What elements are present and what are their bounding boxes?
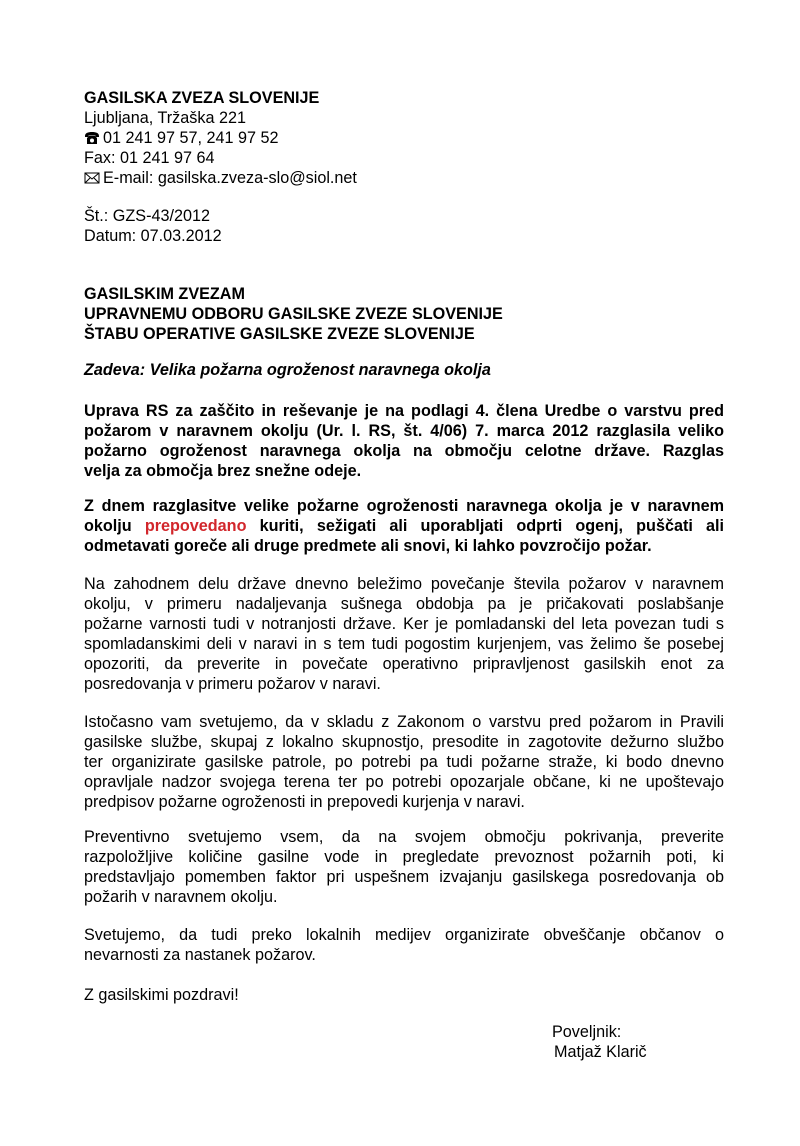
recipient-line: UPRAVNEMU ODBORU GASILSKE ZVEZE SLOVENIJE	[84, 305, 503, 323]
sender-block	[84, 88, 724, 188]
recipients-block	[84, 284, 724, 344]
paragraph-line: predstavljajo pomemben faktor pri uspešnem izvajanju gasilskega posredovanja ob	[84, 868, 724, 886]
sender-phone-line	[84, 128, 724, 148]
recipient-line: GASILSKIM ZVEZAM	[84, 285, 245, 303]
sender-address: Ljubljana, Tržaška 221	[84, 109, 246, 127]
paragraph-line: gasilske službe, skupaj z lokalno skupnostjo, presodite in zagotovite dežurno službo	[84, 733, 724, 751]
paragraph-line: Istočasno vam svetujemo, da v skladu z Zakonom o varstvu pred požarom in Pravili	[84, 713, 724, 731]
paragraph-line: požarno ogroženost naravnega okolja na območju celotne države. Razglas	[84, 442, 724, 460]
signature-title: Poveljnik:	[552, 1023, 622, 1041]
recipient-line: ŠTABU OPERATIVE GASILSKE ZVEZE SLOVENIJE	[84, 325, 475, 343]
text-segment: okolju	[84, 517, 145, 535]
paragraph-line: razpoložljive količine gasilne vode in pregledate prevoznost požarnih poti, ki	[84, 848, 724, 866]
envelope-icon	[84, 171, 100, 185]
telephone-icon	[84, 131, 100, 145]
reference-date: Datum: 07.03.2012	[84, 227, 222, 245]
paragraph-line: ter organizirate gasilske patrole, po potrebi pa tudi požarne straže, ki bodo dnevno	[84, 753, 724, 771]
paragraph-1	[84, 401, 724, 481]
paragraph-line: odmetavati goreče ali druge predmete ali snovi, ki lahko povzročijo požar.	[84, 537, 652, 555]
sender-email-line	[84, 168, 724, 188]
paragraph-line: Na zahodnem delu države dnevno beležimo povečanje števila požarov v naravnem	[84, 575, 724, 593]
sender-fax: Fax: 01 241 97 64	[84, 149, 215, 167]
paragraph-line: predpisov požarne ogroženosti in prepovedi kurjenja v naravi.	[84, 793, 525, 811]
reference-number: Št.: GZS-43/2012	[84, 207, 210, 225]
reference-block	[84, 206, 724, 246]
paragraph-5	[84, 827, 724, 907]
paragraph-6	[84, 925, 724, 965]
paragraph-line: Preventivno svetujemo vsem, da na svojem območju pokrivanja, preverite	[84, 828, 724, 846]
paragraph-line: opozoriti, da preverite in povečate operativno pripravljenost gasilskih enot za	[84, 655, 724, 673]
paragraph-line: nevarnosti za nastanek požarov.	[84, 946, 316, 964]
paragraph-line: spomladanskimi deli v naravi in s tem tudi pogostim kurjenjem, vas želimo še posebej	[84, 635, 724, 653]
closing-greeting: Z gasilskimi pozdravi!	[84, 986, 239, 1004]
paragraph-3	[84, 574, 724, 694]
paragraph-line: opravljale nadzor svojega terena ter po potrebi opozarjale občane, ki ne upoštevajo	[84, 773, 724, 791]
subject-line: Zadeva: Velika požarna ogroženost naravnega okolja	[84, 361, 491, 379]
paragraph-line: požarne varnosti tudi v notranjosti države. Ker je pomladanski del leta povezan tudi s	[84, 615, 724, 633]
paragraph-line: požarih v naravnem okolju.	[84, 888, 278, 906]
paragraph-line	[84, 516, 724, 536]
sender-org: GASILSKA ZVEZA SLOVENIJE	[84, 89, 320, 107]
paragraph-line: požarom v naravnem okolju (Ur. l. RS, št. 4/06) 7. marca 2012 razglasila veliko	[84, 422, 724, 440]
signature-name: Matjaž Klarič	[554, 1043, 647, 1061]
paragraph-line: Z dnem razglasitve velike požarne ogroženosti naravnega okolja je v naravnem	[84, 497, 724, 515]
signature-block	[552, 1022, 647, 1062]
sender-email: E-mail: gasilska.zveza-slo@siol.net	[103, 169, 357, 187]
sender-phone: 01 241 97 57, 241 97 52	[103, 129, 279, 147]
text-segment: kuriti, sežigati ali uporabljati odprti ogenj, puščati ali	[246, 517, 724, 535]
closing-block	[84, 985, 724, 1005]
subject-block	[84, 360, 724, 380]
prohibited-highlight: prepovedano	[144, 517, 247, 535]
paragraph-line: okolju, v primeru nadaljevanja sušnega obdobja pa je pričakovati poslabšanje	[84, 595, 724, 613]
paragraph-line: Uprava RS za zaščito in reševanje je na podlagi 4. člena Uredbe o varstvu pred	[84, 402, 724, 420]
paragraph-4	[84, 712, 724, 812]
paragraph-line: Svetujemo, da tudi preko lokalnih medijev organizirate obveščanje občanov o	[84, 926, 724, 944]
paragraph-2	[84, 496, 724, 556]
paragraph-line: velja za območja brez snežne odeje.	[84, 462, 362, 480]
paragraph-line: posredovanja v primeru požarov v naravi.	[84, 675, 381, 693]
